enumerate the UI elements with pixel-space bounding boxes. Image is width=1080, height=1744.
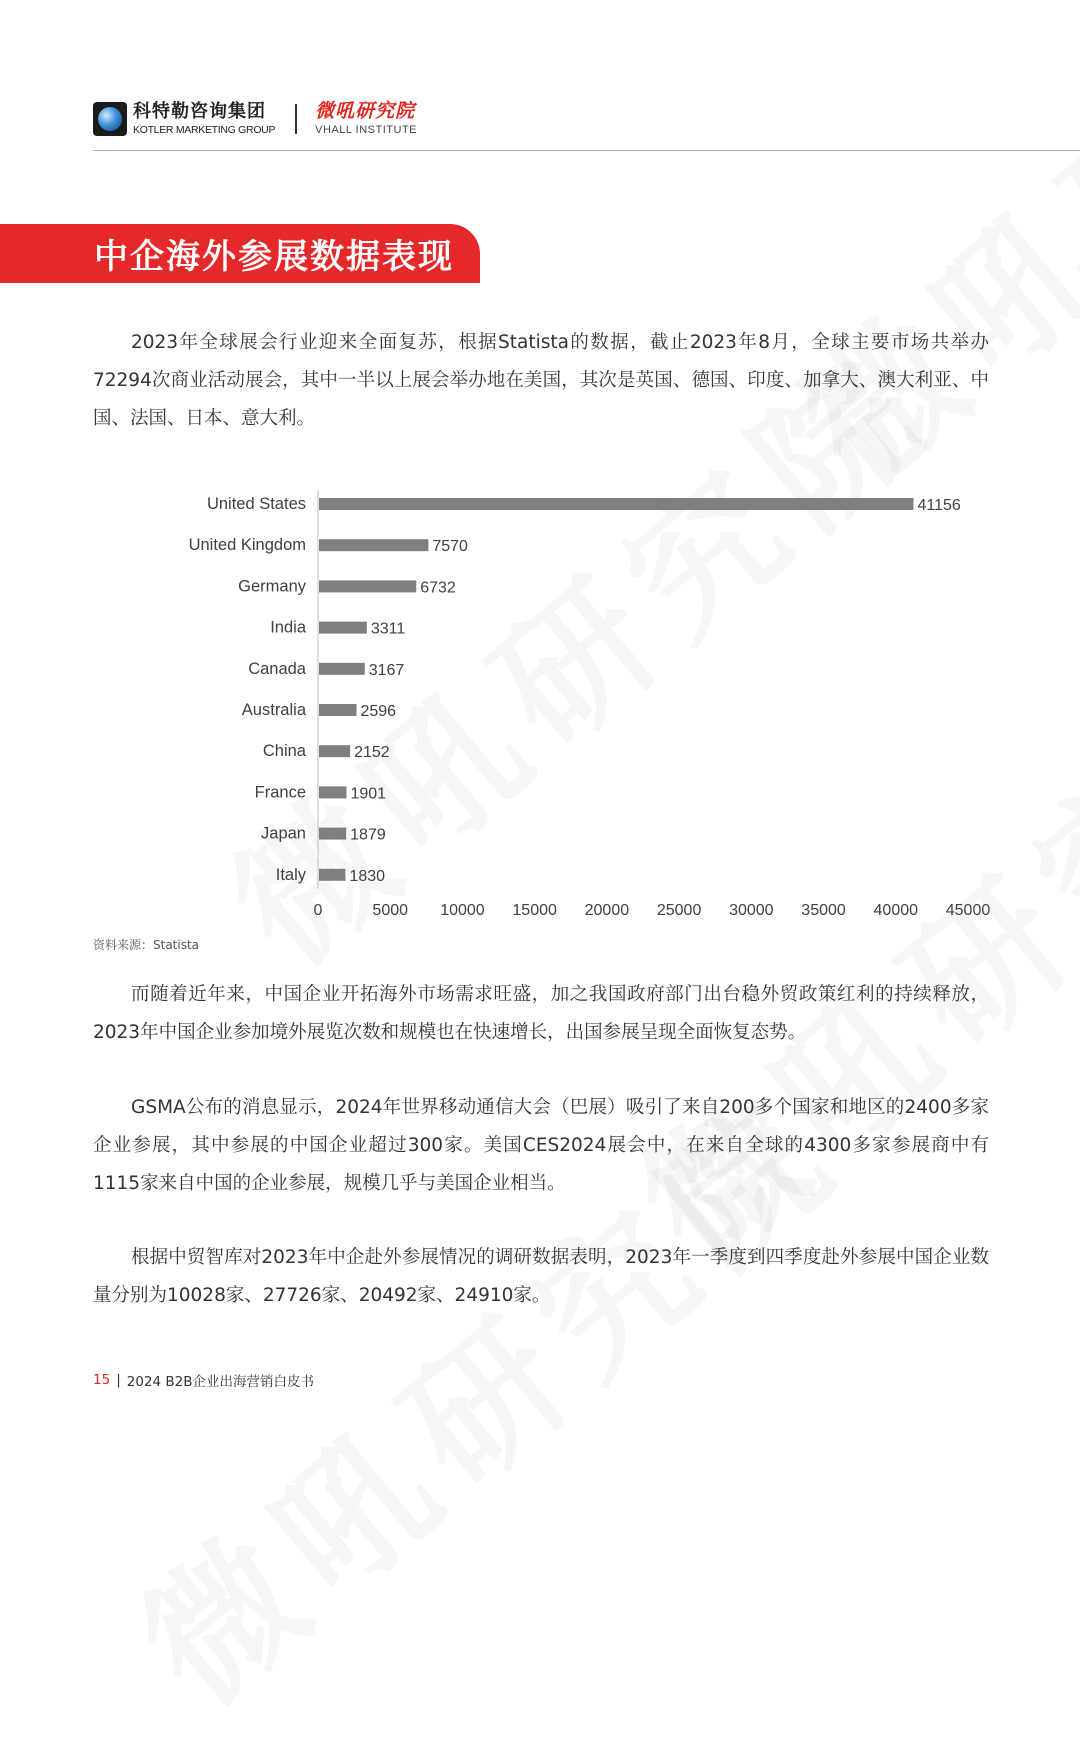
kotler-brand: [133, 100, 276, 136]
x-tick-label: 25000: [656, 901, 702, 919]
data-label: 3311: [370, 620, 406, 638]
x-tick-label: 45000: [945, 901, 991, 919]
bar: [319, 580, 416, 592]
section-banner: [0, 224, 480, 283]
data-label: 2596: [360, 703, 397, 720]
category-label: United States: [206, 495, 306, 513]
footer-separator: |: [116, 1372, 121, 1388]
exhibitions-bar-chart: [0, 470, 1080, 930]
data-label: 6732: [420, 579, 456, 597]
data-label: 41156: [917, 497, 961, 514]
chart-source: 资料来源：Statista: [93, 938, 200, 952]
vhall-brand-cn: 微吼研究院: [315, 100, 416, 122]
category-label: United Kingdom: [188, 536, 306, 555]
x-tick-label: 20000: [584, 901, 630, 919]
page-header: [93, 100, 417, 138]
category-label: Australia: [241, 701, 306, 719]
bar: [319, 869, 345, 881]
data-label: 3167: [368, 661, 405, 679]
bar: [319, 704, 356, 716]
data-label: 1830: [349, 867, 386, 885]
category-label: China: [262, 742, 306, 761]
paragraph-gsma: GSMA公布的消息显示，2024年世界移动通信大会（巴展）吸引了来自200多个国家和地区的2400多家企业参展，其中参展的中国企业超过300家。美国CES2024展会中，在来自全球的4300多家参展商中有1115家来自中国的企业参展，规模几乎与美国企业相当。: [93, 1097, 989, 1194]
bar: [319, 539, 428, 551]
category-label: Germany: [238, 577, 306, 596]
page-footer: [93, 1370, 314, 1390]
x-tick-label: 40000: [873, 901, 919, 919]
footer-doc-title: 2024 B2B企业出海营销白皮书: [126, 1374, 315, 1390]
bar: [319, 498, 913, 510]
paragraph-demand: 而随着近年来，中国企业开拓海外市场需求旺盛，加之我国政府部门出台稳外贸政策红利的持续释放，2023年中国企业参加境外展览次数和规模也在快速增长，出国参展呈现全面恢复态势。: [93, 984, 989, 1043]
bar: [319, 828, 346, 840]
x-tick-label: 10000: [440, 901, 485, 919]
x-tick-label: 15000: [512, 901, 557, 919]
bar: [319, 745, 350, 757]
kotler-globe-logo-icon: [93, 102, 127, 136]
kotler-brand-en: KOTLER MARKETING GROUP: [133, 123, 276, 136]
category-label: India: [270, 618, 306, 637]
section-title: 中企海外参展数据表现: [94, 237, 454, 277]
vhall-brand: [315, 102, 417, 136]
category-label: Canada: [248, 659, 306, 678]
x-tick-label: 5000: [372, 901, 409, 919]
paragraph-intro: 2023年全球展会行业迎来全面复苏，根据Statista的数据，截止2023年8月，全球主要市场共举办72294次商业活动展会，其中一半以上展会举办地在美国，其次是英国、德国、印度、加拿大、澳大利亚、中国、法国、日本、意大利。: [93, 332, 989, 429]
category-label: Japan: [261, 824, 306, 843]
data-label: 7570: [432, 538, 468, 556]
bar: [319, 786, 346, 798]
watermark-top: [750, 0, 1080, 524]
x-tick-label: 30000: [729, 901, 774, 919]
category-label: France: [254, 783, 306, 802]
page-number: 15: [93, 1372, 111, 1388]
x-tick-label: 0: [313, 901, 323, 919]
header-divider: [295, 104, 297, 134]
data-label: 1879: [350, 826, 386, 844]
data-label: 1901: [350, 785, 387, 803]
bar: [319, 663, 365, 675]
category-label: Italy: [275, 865, 306, 884]
header-rule: [93, 150, 1080, 151]
paragraph-survey: 根据中贸智库对2023年中企赴外参展情况的调研数据表明，2023年一季度到四季度赴外参展中国企业数量分别为10028家、27726家、20492家、24910家。: [93, 1247, 989, 1306]
data-label: 2152: [354, 744, 390, 762]
kotler-brand-cn: 科特勒咨询集团: [133, 100, 266, 122]
vhall-brand-en: VHALL INSTITUTE: [315, 124, 418, 136]
x-tick-label: 35000: [801, 901, 846, 919]
bar: [319, 622, 367, 634]
